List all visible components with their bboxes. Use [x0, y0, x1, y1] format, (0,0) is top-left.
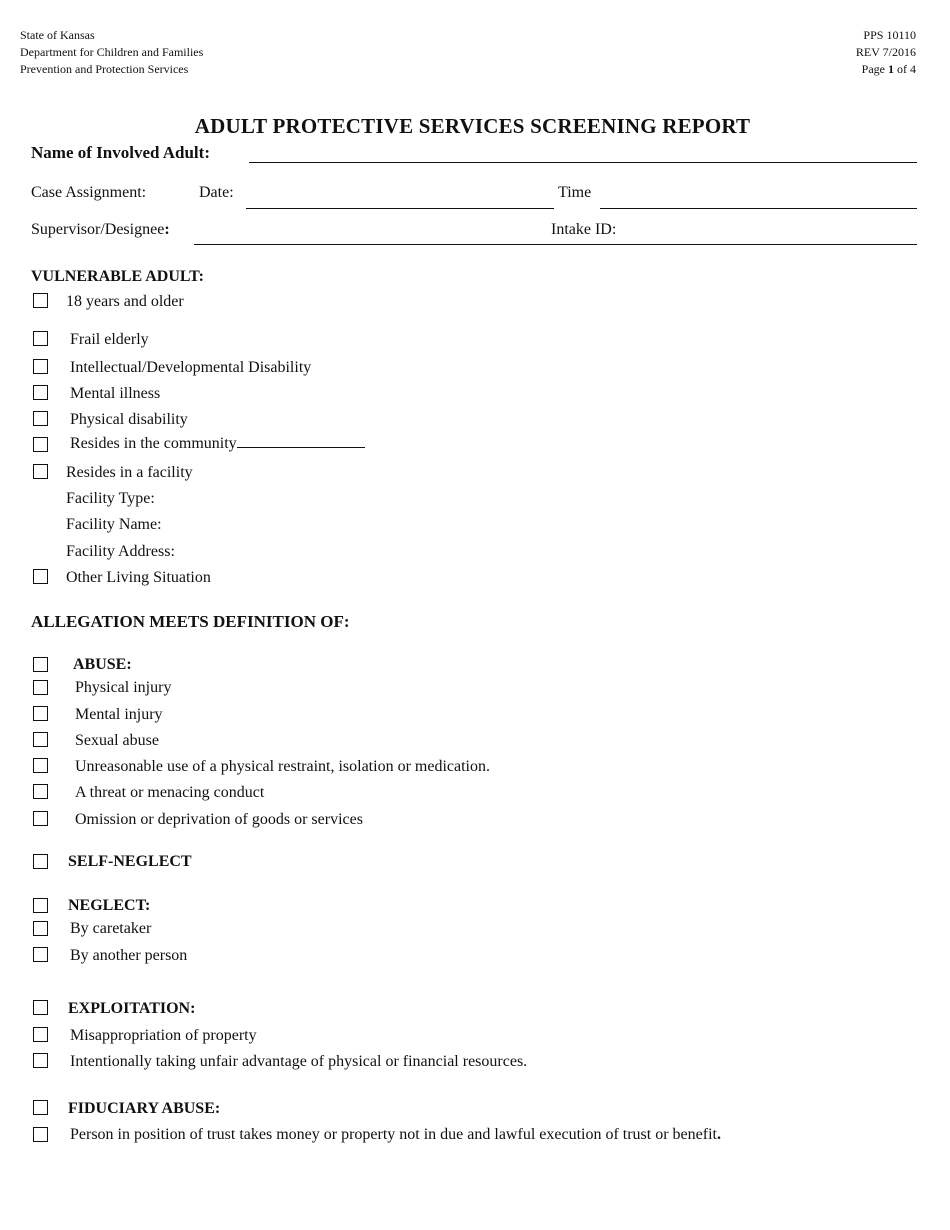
checkbox-fiduciary-abuse[interactable] [33, 1100, 48, 1115]
self-neglect-heading: SELF-NEGLECT [68, 853, 192, 870]
checkbox-resides-community[interactable] [33, 437, 48, 452]
checkbox-18-and-older[interactable] [33, 293, 48, 308]
date-field[interactable] [246, 208, 554, 209]
option-resides-facility: Resides in a facility [66, 464, 193, 481]
option-unfair-advantage: Intentionally taking unfair advantage of physical or financial resources. [70, 1053, 528, 1070]
agency-name [20, 27, 203, 78]
checkbox-restraint[interactable] [33, 758, 48, 773]
option-position-of-trust: Person in position of trust takes money or property not in due and lawful execution of trust or benefit. [70, 1126, 721, 1143]
option-sexual-abuse: Sexual abuse [75, 732, 159, 749]
option-18-and-older: 18 years and older [66, 293, 184, 310]
neglect-heading: NEGLECT: [68, 897, 151, 914]
option-physical-disability: Physical disability [70, 411, 188, 428]
vulnerable-adult-heading: VULNERABLE ADULT: [31, 268, 204, 285]
option-threat: A threat or menacing conduct [75, 784, 265, 801]
involved-adult-field[interactable] [249, 162, 917, 163]
facility-type-label: Facility Type: [66, 490, 155, 507]
involved-adult-label: Name of Involved Adult: [31, 143, 210, 162]
agency-line-state: State of Kansas [20, 28, 95, 42]
supervisor-intake-field[interactable] [194, 244, 917, 245]
checkbox-abuse[interactable] [33, 657, 48, 672]
option-resides-community: Resides in the community [70, 434, 365, 453]
checkbox-intellectual-disability[interactable] [33, 359, 48, 374]
abuse-heading: ABUSE: [73, 656, 132, 673]
agency-line-division: Prevention and Protection Services [20, 62, 189, 76]
allegation-heading: ALLEGATION MEETS DEFINITION OF: [31, 612, 350, 631]
checkbox-by-caretaker[interactable] [33, 921, 48, 936]
checkbox-physical-injury[interactable] [33, 680, 48, 695]
checkbox-unfair-advantage[interactable] [33, 1053, 48, 1068]
form-revision: REV 7/2016 [855, 45, 916, 59]
page-current: 1 [888, 62, 894, 76]
checkbox-sexual-abuse[interactable] [33, 732, 48, 747]
supervisor-label: Supervisor/Designee: [31, 221, 170, 238]
option-omission: Omission or deprivation of goods or services [75, 811, 363, 828]
checkbox-frail-elderly[interactable] [33, 331, 48, 346]
agency-line-department: Department for Children and Families [20, 45, 204, 59]
intake-id-label: Intake ID: [551, 221, 617, 238]
checkbox-mental-injury[interactable] [33, 706, 48, 721]
facility-name-label: Facility Name: [66, 516, 162, 533]
option-physical-injury: Physical injury [75, 679, 172, 696]
checkbox-omission[interactable] [33, 811, 48, 826]
checkbox-position-of-trust[interactable] [33, 1127, 48, 1142]
exploitation-heading: EXPLOITATION: [68, 1000, 196, 1017]
fiduciary-abuse-heading: FIDUCIARY ABUSE: [68, 1100, 221, 1117]
checkbox-misappropriation[interactable] [33, 1027, 48, 1042]
case-assignment-label: Case Assignment: [31, 184, 147, 201]
checkbox-mental-illness[interactable] [33, 385, 48, 400]
checkbox-by-another-person[interactable] [33, 947, 48, 962]
checkbox-self-neglect[interactable] [33, 854, 48, 869]
date-label: Date: [199, 184, 234, 201]
option-frail-elderly: Frail elderly [70, 331, 149, 348]
form-number: PPS 10110 [863, 28, 916, 42]
option-mental-illness: Mental illness [70, 385, 161, 402]
option-by-caretaker: By caretaker [70, 920, 152, 937]
checkbox-physical-disability[interactable] [33, 411, 48, 426]
checkbox-other-living[interactable] [33, 569, 48, 584]
time-field[interactable] [600, 208, 917, 209]
option-misappropriation: Misappropriation of property [70, 1027, 257, 1044]
option-mental-injury: Mental injury [75, 706, 163, 723]
option-by-another-person: By another person [70, 947, 188, 964]
option-other-living: Other Living Situation [66, 569, 211, 586]
resides-community-field[interactable] [237, 434, 365, 448]
checkbox-threat[interactable] [33, 784, 48, 799]
page-title: ADULT PROTECTIVE SERVICES SCREENING REPORT [194, 114, 751, 138]
checkbox-resides-facility[interactable] [33, 464, 48, 479]
option-intellectual-disability: Intellectual/Developmental Disability [70, 359, 312, 376]
facility-address-label: Facility Address: [66, 543, 175, 560]
page-indicator: Page 1 of 4 [861, 62, 916, 76]
checkbox-exploitation[interactable] [33, 1000, 48, 1015]
option-restraint: Unreasonable use of a physical restraint, isolation or medication. [75, 758, 490, 775]
form-info [856, 27, 916, 78]
checkbox-neglect[interactable] [33, 898, 48, 913]
time-label: Time [558, 184, 592, 201]
